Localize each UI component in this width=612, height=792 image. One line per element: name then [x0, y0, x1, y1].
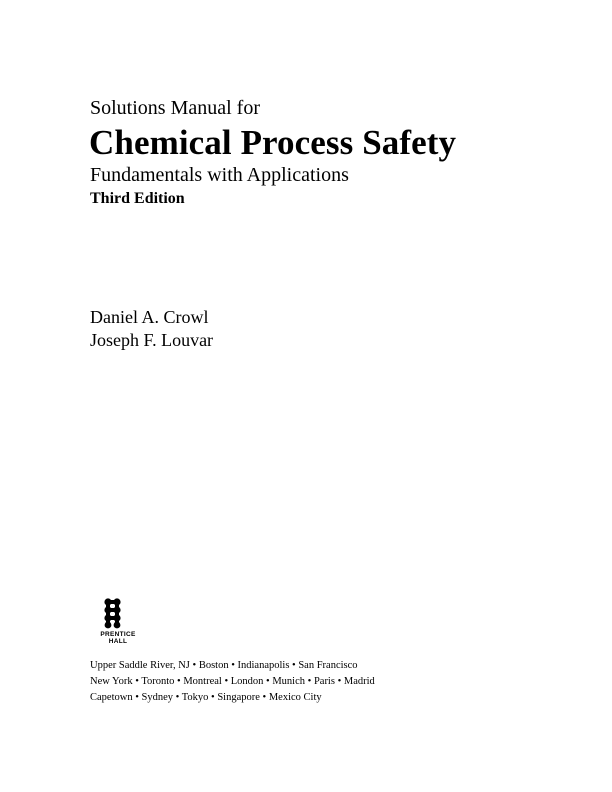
logo-mark-icon	[102, 598, 134, 629]
book-subtitle: Fundamentals with Applications	[90, 164, 349, 186]
pre-title: Solutions Manual for	[90, 97, 260, 119]
city-line: Upper Saddle River, NJ • Boston • Indianapolis • San Francisco	[90, 660, 358, 671]
book-title: Chemical Process Safety	[89, 123, 457, 162]
logo-word: PRENTICE	[100, 631, 136, 638]
logo-wordmark	[90, 631, 146, 645]
author-name: Daniel A. Crowl	[90, 307, 209, 327]
edition-label: Third Edition	[90, 190, 185, 207]
prentice-hall-logo-icon	[90, 598, 146, 650]
city-line: Capetown • Sydney • Tokyo • Singapore • Mexico City	[90, 692, 322, 703]
author-list	[90, 306, 213, 352]
publisher-cities	[90, 658, 375, 706]
city-line: New York • Toronto • Montreal • London • Munich • Paris • Madrid	[90, 676, 375, 687]
logo-word: HALL	[108, 638, 128, 645]
author-name: Joseph F. Louvar	[90, 330, 214, 350]
